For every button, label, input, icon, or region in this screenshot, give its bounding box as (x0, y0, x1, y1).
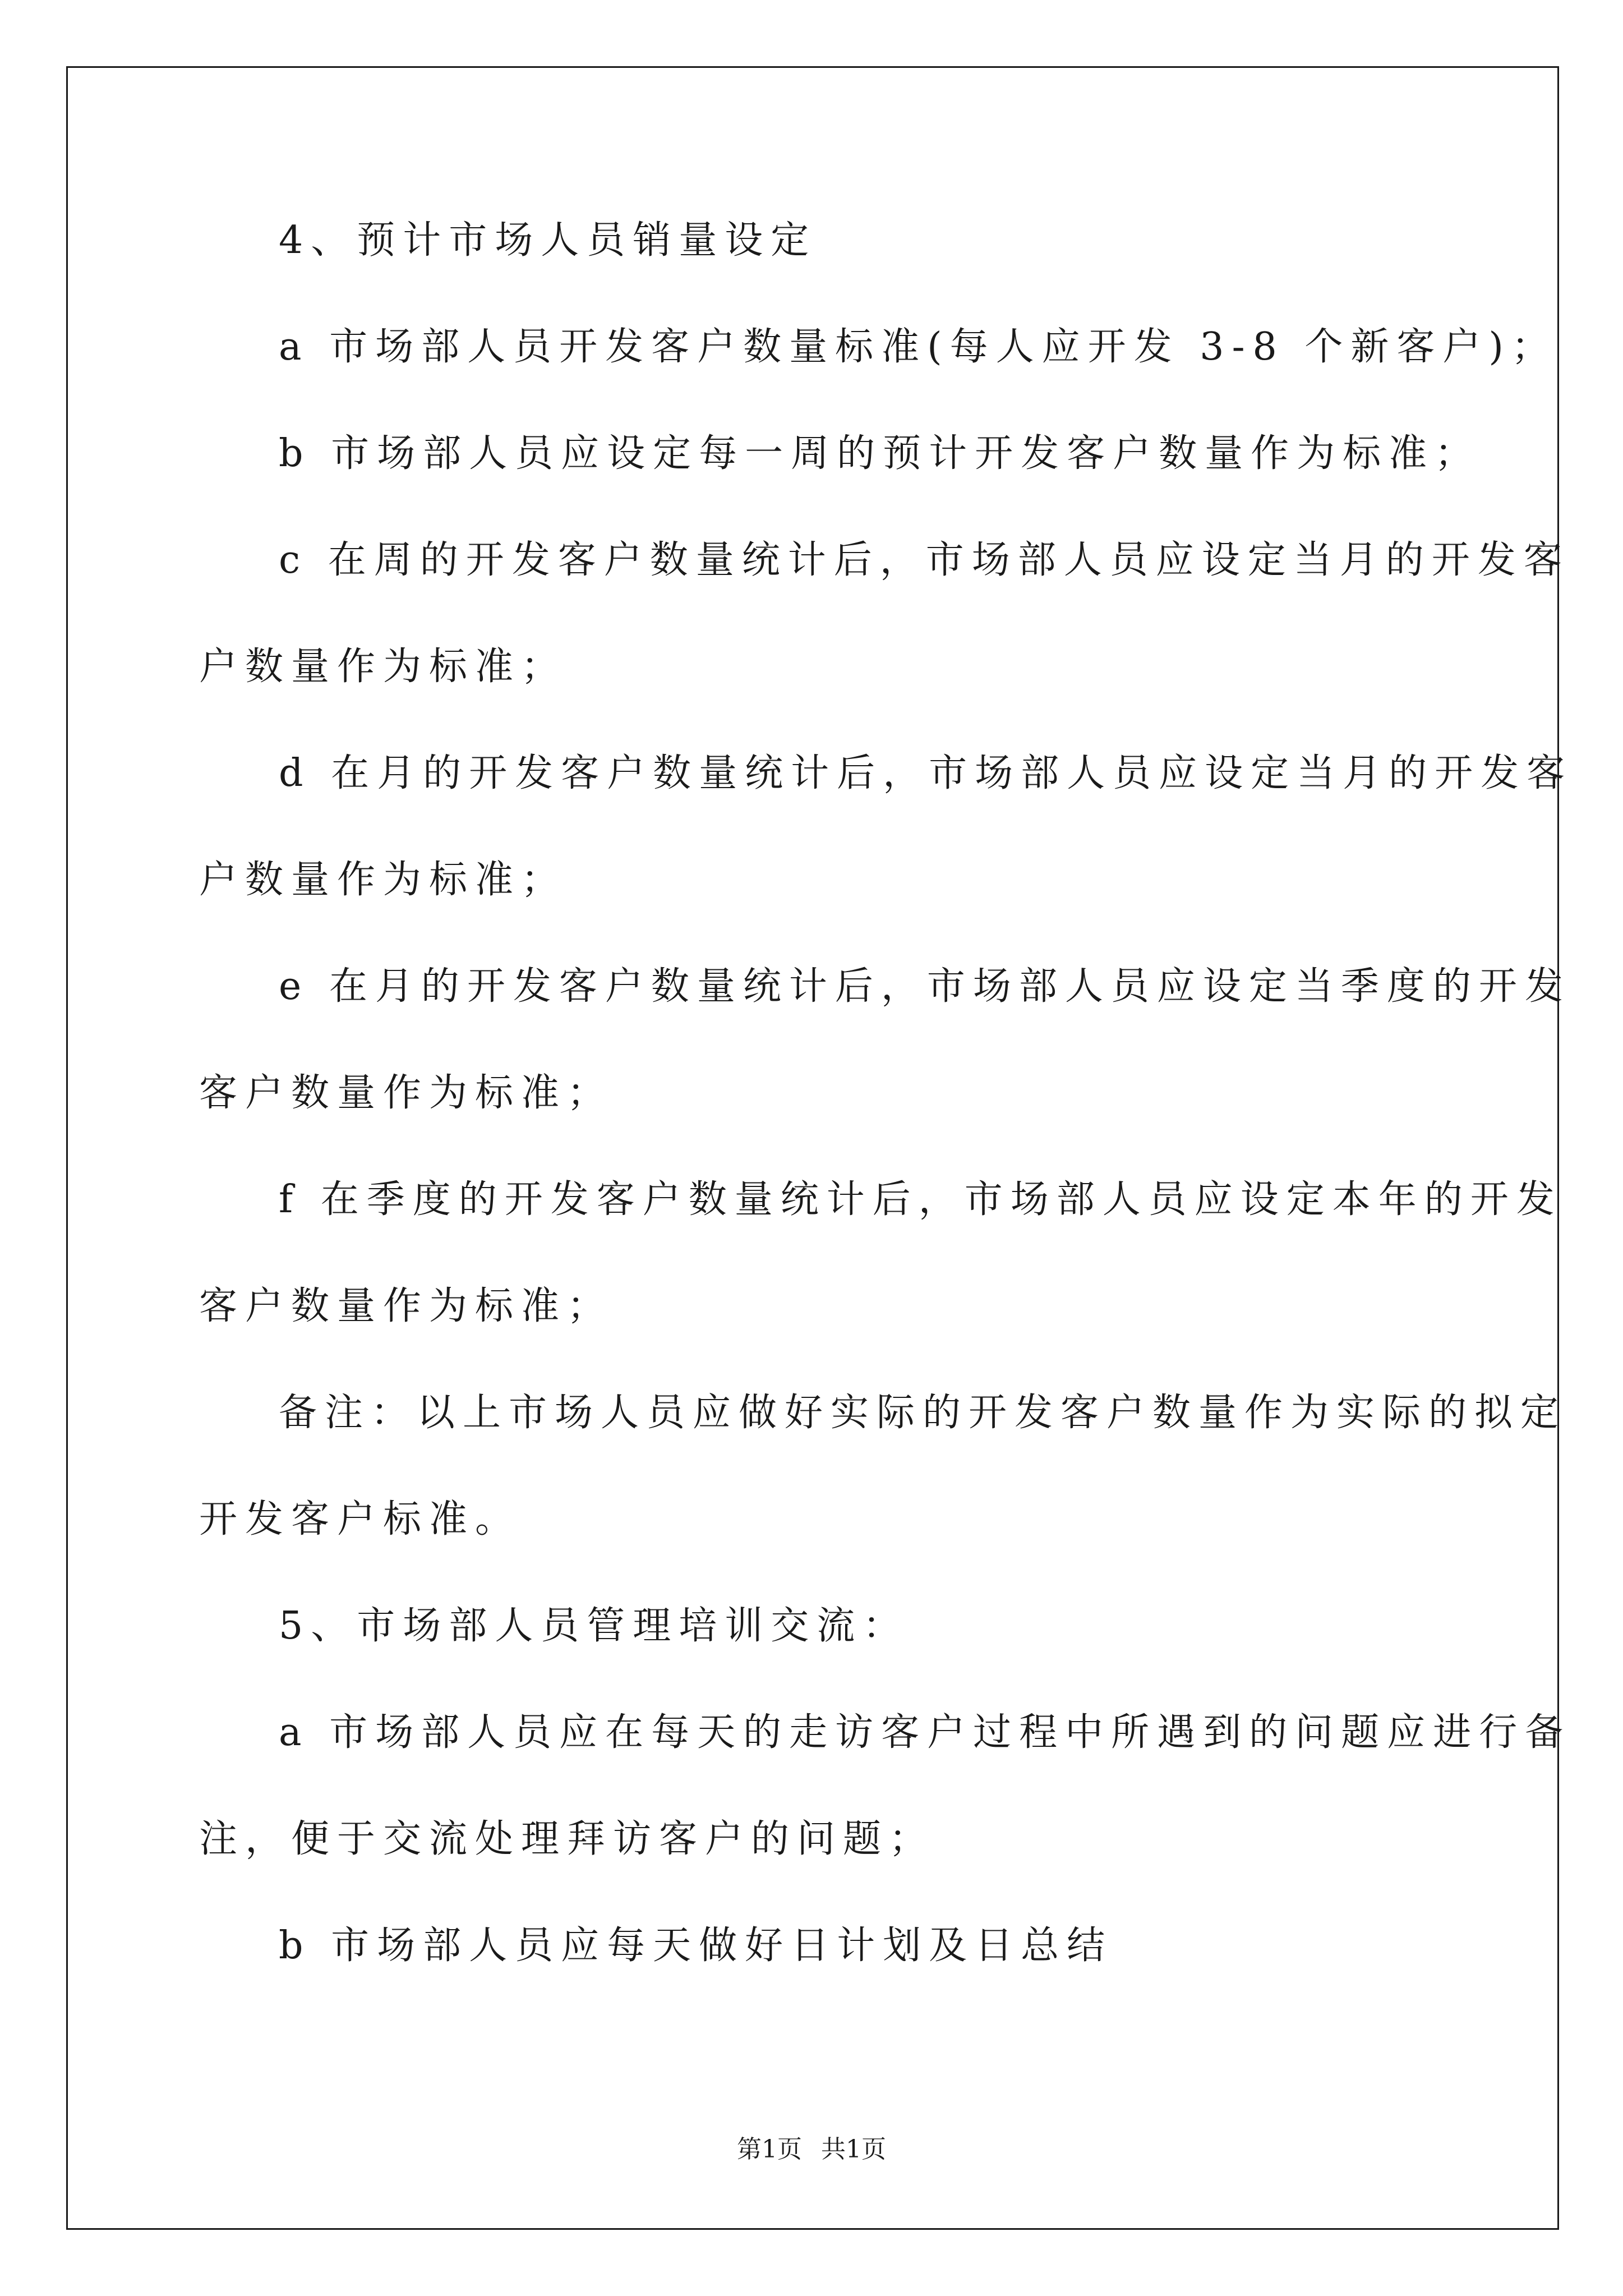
paragraph-line: c 在周的开发客户数量统计后，市场部人员应设定当月的开发客 (279, 538, 1570, 582)
paragraph-line: 开发客户标准。 (199, 1497, 522, 1542)
paragraph-line: 户数量作为标准； (199, 858, 568, 902)
paragraph-line: a 市场部人员开发客户数量标准(每人应开发 3-8 个新客户)； (279, 325, 1557, 369)
paragraph-line: e 在月的开发客户数量统计后，市场部人员应设定当季度的开发 (279, 964, 1571, 1009)
page-number-total: 共1页 (821, 2135, 886, 2164)
page-border (66, 66, 1559, 2230)
paragraph-line: b 市场部人员应设定每一周的预计开发客户数量作为标准； (279, 431, 1481, 476)
paragraph-line: f 在季度的开发客户数量统计后，市场部人员应设定本年的开发 (279, 1177, 1562, 1222)
page-number-current: 第1页 (737, 2135, 802, 2164)
paragraph-line: 户数量作为标准； (199, 645, 568, 689)
paragraph-line: 客户数量作为标准； (199, 1071, 614, 1115)
paragraph-line: 备注：以上市场人员应做好实际的开发客户数量作为实际的拟定 (279, 1391, 1567, 1435)
paragraph-line: 客户数量作为标准； (199, 1284, 614, 1328)
paragraph-line: 注，便于交流处理拜访客户的问题； (199, 1817, 935, 1861)
section-heading-4: 4、预计市场人员销量设定 (279, 218, 817, 263)
paragraph-line: a 市场部人员应在每天的走访客户过程中所遇到的问题应进行备 (279, 1710, 1571, 1755)
page-footer (0, 2129, 1623, 2165)
section-heading-5: 5、市场部人员管理培训交流： (279, 1604, 909, 1648)
paragraph-line: d 在月的开发客户数量统计后，市场部人员应设定当月的开发客 (279, 751, 1573, 795)
paragraph-line: b 市场部人员应每天做好日计划及日总结 (279, 1924, 1113, 1968)
